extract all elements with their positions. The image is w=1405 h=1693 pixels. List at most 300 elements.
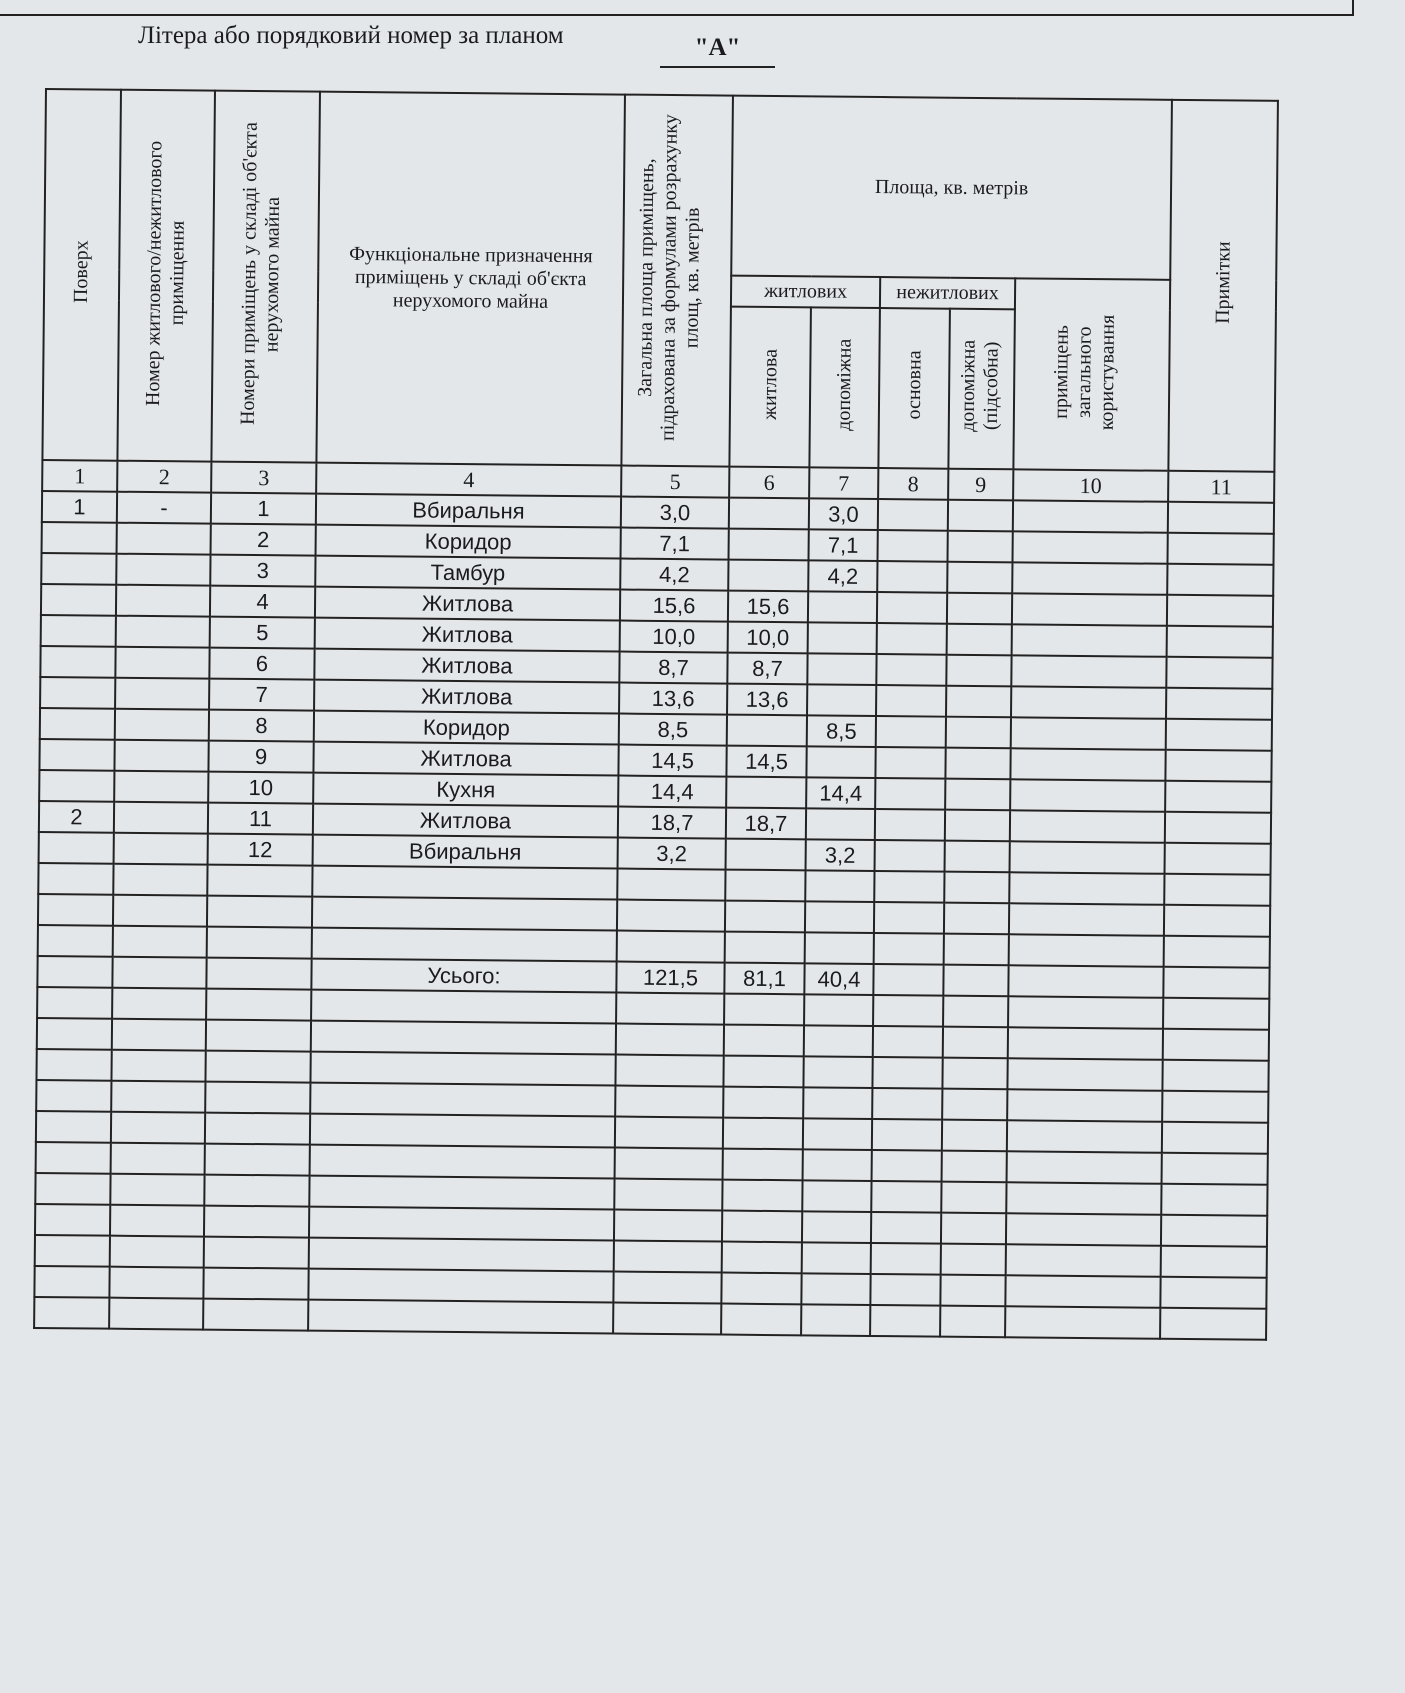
cell-main [876,654,946,686]
cell-purpose: Тамбур [315,556,620,590]
cell-notes [1162,1091,1268,1123]
cell-living: 10,0 [728,622,808,654]
cell-main [875,809,945,841]
cell-total: 3,0 [621,497,729,529]
cell-main [873,964,943,996]
cell-auxiliary [805,901,874,933]
cell-auxiliary [804,994,873,1026]
top-frame [0,0,1354,16]
cell-purpose [311,990,616,1024]
cell-auxiliary [807,684,876,716]
cell-main [871,1243,941,1275]
cell-unit [112,957,206,989]
cell-total: 13,6 [619,683,727,715]
cell-unit [115,647,209,679]
column-number: 4 [316,463,621,497]
cell-notes [1165,843,1271,875]
cell-floor [37,987,112,1019]
cell-total [613,1272,721,1304]
cell-notes [1163,998,1269,1030]
cell-auxiliary [806,808,875,840]
cell-room-no [205,1113,310,1145]
cell-unit [115,678,209,710]
cell-auxiliary [807,653,876,685]
cell-common [1011,717,1166,749]
cell-purpose [312,866,617,900]
cell-common [1010,779,1165,811]
cell-notes [1164,905,1270,937]
cell-purpose: Житлова [315,587,620,621]
cell-common [1010,748,1165,780]
header-purpose: Функціональне призначення приміщень у складі об'єкта нерухомого майна [316,92,625,466]
header-main: основна [878,308,950,469]
cell-common [1012,593,1167,625]
cell-living: 8,7 [727,653,807,685]
cell-floor [37,1018,112,1050]
cell-unit [116,616,210,648]
cell-utility [940,1306,1005,1338]
cell-living [723,1149,803,1181]
cell-common [1012,562,1167,594]
cell-notes [1165,812,1271,844]
cell-room-no: 6 [209,648,314,680]
cell-floor [39,739,114,771]
cell-purpose: Житлова [314,649,619,683]
cell-notes [1167,626,1273,658]
cell-common [1010,810,1165,842]
cell-main [877,561,947,593]
header-area-group: Площа, кв. метрів [731,96,1172,280]
cell-living [729,498,809,530]
cell-living [722,1242,802,1274]
cell-utility [943,996,1008,1028]
cell-notes [1165,781,1271,813]
cell-notes [1161,1246,1267,1278]
cell-common [1012,531,1167,563]
cell-living [722,1211,802,1243]
cell-living [725,932,805,964]
cell-room-no [206,1020,311,1052]
cell-purpose [308,1269,613,1303]
cell-purpose [310,1083,615,1117]
cell-unit [109,1298,203,1330]
cell-floor [38,894,113,926]
cell-utility [941,1244,1006,1276]
cell-room-no [205,1051,310,1083]
cell-purpose: Житлова [315,618,620,652]
cell-main [877,530,947,562]
cell-floor [36,1111,111,1143]
cell-notes [1160,1277,1266,1309]
cell-unit [113,864,207,896]
cell-auxiliary [801,1273,870,1305]
cell-floor [39,770,114,802]
cell-auxiliary [803,1056,872,1088]
cell-utility [947,562,1012,594]
cell-unit [117,523,211,555]
cell-notes [1161,1215,1267,1247]
cell-unit [114,802,208,834]
cell-purpose: Житлова [313,742,618,776]
cell-common [1010,841,1165,873]
cell-total [616,1024,724,1056]
cell-living [723,1087,803,1119]
cell-common [1007,1151,1162,1183]
cell-room-no: 4 [210,586,315,618]
cell-main [876,716,946,748]
cell-purpose [309,1207,614,1241]
cell-notes [1164,936,1270,968]
cell-auxiliary: 8,5 [807,715,876,747]
cell-auxiliary [805,932,874,964]
cell-total [614,1179,722,1211]
cell-purpose: Коридор [314,711,619,745]
cell-auxiliary [803,1118,872,1150]
cell-main [873,995,943,1027]
cell-utility [942,1120,1007,1152]
cell-common [1007,1089,1162,1121]
cell-room-no [207,896,312,928]
cell-total: 14,5 [618,745,726,777]
cell-floor [39,832,114,864]
cell-common [1005,1275,1160,1307]
cell-unit [116,554,210,586]
cell-room-no [203,1268,308,1300]
cell-living [729,529,809,561]
cell-auxiliary [802,1180,871,1212]
cell-living [726,777,806,809]
cell-utility [942,1151,1007,1183]
cell-total: 14,4 [618,776,726,808]
cell-floor [40,646,115,678]
cell-main [870,1305,940,1337]
cell-unit [116,585,210,617]
cell-auxiliary [801,1304,870,1336]
cell-living [726,839,806,871]
cell-unit [111,1050,205,1082]
cell-room-no: 10 [208,772,313,804]
cell-utility [942,1089,1007,1121]
cell-room-no [204,1237,309,1269]
cell-auxiliary [804,1025,873,1057]
cell-floor [36,1080,111,1112]
cell-notes [1161,1184,1267,1216]
cell-total [616,993,724,1025]
cell-utility [944,903,1009,935]
cell-total [613,1303,721,1335]
cell-notes [1166,719,1272,751]
cell-auxiliary: 3,0 [809,498,878,530]
cell-total [614,1210,722,1242]
cell-living [721,1273,801,1305]
cell-room-no [205,1144,310,1176]
header-nonresidential-group: нежитлових [880,277,1015,309]
header-room-numbers: Номери приміщень у складі об'єкта нерухомого майна [211,91,320,463]
cell-purpose: Усього: [311,959,616,993]
cell-utility [943,1027,1008,1059]
cell-main [878,499,948,531]
header-living: житлова [729,307,811,468]
cell-unit [109,1267,203,1299]
cell-total: 10,0 [620,621,728,653]
area-table [33,88,1279,1341]
column-number: 9 [948,469,1013,501]
cell-auxiliary: 4,2 [808,560,877,592]
cell-floor [41,553,116,585]
cell-living: 18,7 [726,808,806,840]
cell-auxiliary: 7,1 [809,529,878,561]
header-notes: Примітки [1168,100,1278,472]
cell-floor [36,1049,111,1081]
cell-living: 81,1 [724,963,804,995]
cell-purpose [309,1176,614,1210]
cell-main [875,840,945,872]
cell-living: 14,5 [726,746,806,778]
column-number: 5 [621,466,729,498]
cell-main [874,902,944,934]
cell-total [617,869,725,901]
cell-living [724,1025,804,1057]
cell-notes [1167,595,1273,627]
cell-total: 3,2 [618,838,726,870]
cell-unit: - [117,492,211,524]
cell-common [1011,686,1166,718]
cell-notes [1166,657,1272,689]
cell-floor [38,863,113,895]
cell-total: 15,6 [620,590,728,622]
cell-auxiliary [803,1087,872,1119]
column-number: 6 [729,467,809,499]
cell-floor [34,1297,109,1329]
cell-total [614,1241,722,1273]
cell-main [875,778,945,810]
cell-living [728,560,808,592]
cell-common [1009,872,1164,904]
cell-main [872,1057,942,1089]
cell-common [1008,996,1163,1028]
cell-living [725,901,805,933]
cell-living [725,870,805,902]
cell-room-no [203,1299,308,1331]
cell-purpose [308,1300,613,1334]
cell-unit [110,1205,204,1237]
cell-total: 8,7 [619,652,727,684]
cell-auxiliary: 40,4 [804,963,873,995]
cell-purpose: Вбиральня [313,835,618,869]
column-number: 1 [42,460,117,492]
cell-utility [945,841,1010,873]
cell-floor [35,1173,110,1205]
cell-purpose [312,897,617,931]
cell-room-no: 2 [211,524,316,556]
cell-total [615,1148,723,1180]
cell-floor [34,1266,109,1298]
cell-floor: 2 [39,801,114,833]
header-unit-number: Номер житлового/нежитлового приміщення [117,90,215,462]
cell-common [1005,1306,1160,1338]
cell-auxiliary [803,1149,872,1181]
cell-living [724,994,804,1026]
cell-purpose [310,1052,615,1086]
cell-common [1009,934,1164,966]
cell-notes [1164,874,1270,906]
cell-utility [945,810,1010,842]
cell-room-no [204,1175,309,1207]
cell-total [617,900,725,932]
cell-common [1006,1244,1161,1276]
cell-floor [41,584,116,616]
column-number: 8 [878,468,948,500]
cell-room-no [204,1206,309,1238]
cell-unit [110,1236,204,1268]
cell-utility [945,748,1010,780]
cell-auxiliary: 14,4 [806,777,875,809]
cell-auxiliary [802,1242,871,1274]
cell-unit [112,1019,206,1051]
cell-utility [946,686,1011,718]
cell-living [723,1118,803,1150]
cell-floor [41,615,116,647]
cell-common [1006,1182,1161,1214]
cell-total [615,1086,723,1118]
cell-notes [1162,1153,1268,1185]
cell-purpose: Вбиральня [316,494,621,528]
table-body [34,491,1274,1340]
cell-main [872,1150,942,1182]
cell-room-no: 9 [208,741,313,773]
cell-notes [1160,1308,1266,1340]
cell-utility [940,1275,1005,1307]
cell-room-no: 3 [210,555,315,587]
header-auxiliary: допоміжна [809,307,880,468]
cell-total: 7,1 [621,528,729,560]
cell-main [872,1119,942,1151]
cell-utility [945,779,1010,811]
cell-common [1006,1213,1161,1245]
area-table-sheet [33,88,1279,1341]
cell-auxiliary [805,870,874,902]
column-number: 3 [211,462,316,494]
column-number: 7 [809,467,878,499]
cell-purpose [309,1238,614,1272]
cell-main [874,871,944,903]
cell-main [871,1181,941,1213]
cell-room-no: 7 [209,679,314,711]
cell-floor: 1 [42,491,117,523]
cell-floor [35,1235,110,1267]
cell-unit [110,1174,204,1206]
cell-total: 121,5 [616,962,724,994]
cell-room-no: 12 [208,834,313,866]
cell-unit [111,1143,205,1175]
cell-living [722,1180,802,1212]
cell-purpose: Коридор [316,525,621,559]
cell-auxiliary [808,622,877,654]
cell-main [872,1088,942,1120]
cell-common [1013,500,1168,532]
cell-living: 15,6 [728,591,808,623]
cell-living [723,1056,803,1088]
cell-unit [114,740,208,772]
cell-unit [112,988,206,1020]
cell-room-no [207,865,312,897]
cell-common [1009,903,1164,935]
cell-total [615,1117,723,1149]
cell-auxiliary [808,591,877,623]
cell-total [617,931,725,963]
cell-room-no [206,958,311,990]
cell-main [877,592,947,624]
header-common-use: приміщень загального користування [1013,278,1170,470]
cell-purpose [310,1114,615,1148]
cell-unit [111,1112,205,1144]
cell-unit [113,895,207,927]
cell-floor [40,677,115,709]
cell-total [615,1055,723,1087]
cell-total: 8,5 [619,714,727,746]
cell-purpose: Житлова [314,680,619,714]
cell-utility [946,655,1011,687]
cell-main [873,1026,943,1058]
header-residential-group: житлових [731,276,880,308]
header-floor: Поверх [42,89,121,461]
cell-unit [114,833,208,865]
cell-utility [947,531,1012,563]
cell-notes [1165,750,1271,782]
cell-utility [941,1182,1006,1214]
cell-purpose [311,1021,616,1055]
cell-room-no: 5 [210,617,315,649]
cell-notes [1162,1122,1268,1154]
cell-utility [943,965,1008,997]
cell-unit [113,926,207,958]
litera-label: Літера або порядковий номер за планом [138,22,564,49]
cell-purpose: Кухня [313,773,618,807]
cell-floor [36,1142,111,1174]
cell-main [876,685,946,717]
column-number: 11 [1168,471,1274,503]
cell-common [1008,1027,1163,1059]
cell-utility [947,593,1012,625]
cell-notes [1166,688,1272,720]
column-number: 2 [117,461,211,493]
cell-auxiliary [802,1211,871,1243]
cell-living: 13,6 [727,684,807,716]
cell-main [877,623,947,655]
cell-common [1012,624,1167,656]
cell-floor [35,1204,110,1236]
cell-notes [1167,564,1273,596]
cell-common [1008,965,1163,997]
cell-purpose [312,928,617,962]
cell-floor [42,522,117,554]
cell-utility [944,934,1009,966]
cell-main [871,1212,941,1244]
cell-utility [942,1058,1007,1090]
cell-notes [1163,1029,1269,1061]
cell-utility [947,624,1012,656]
cell-purpose [310,1145,615,1179]
cell-unit [111,1081,205,1113]
cell-room-no: 11 [208,803,313,835]
cell-living [721,1304,801,1336]
cell-utility [946,717,1011,749]
cell-notes [1168,502,1274,534]
cell-auxiliary [806,746,875,778]
cell-utility [948,500,1013,532]
cell-floor [38,925,113,957]
cell-unit [114,771,208,803]
